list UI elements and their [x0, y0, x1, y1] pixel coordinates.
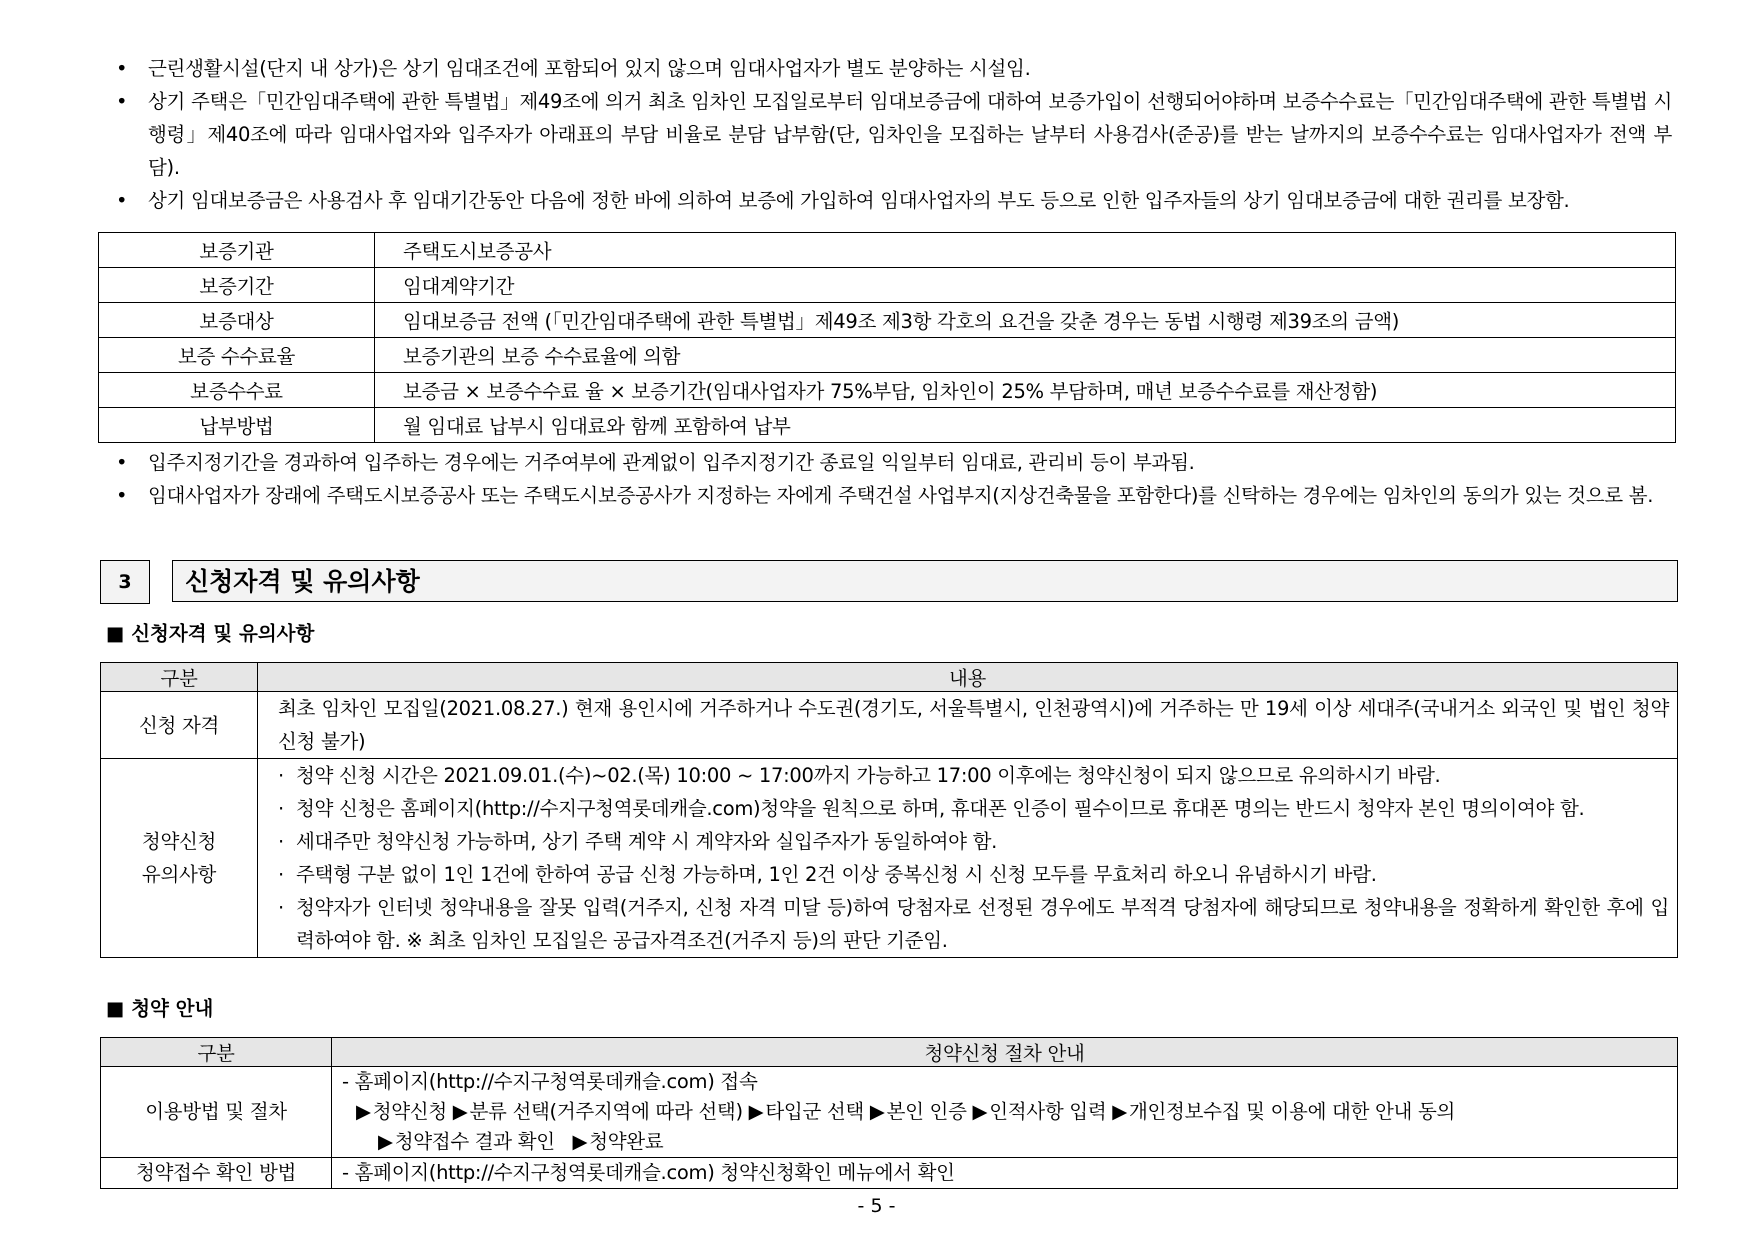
confirm-label: 청약접수 확인 방법: [101, 1158, 332, 1189]
table-row: [99, 303, 1676, 338]
note-item: · 주택형 구분 없이 1인 1건에 한하여 공급 신청 가능하며, 1인 2건 이상 중복신청 시 신청 모두를 무효처리 하오니 유념하시기 바람.: [278, 858, 1669, 891]
guarantee-table: [98, 232, 1676, 443]
guarantee-value: 주택도시보증공사: [375, 233, 1676, 268]
notes-list: [258, 759, 1678, 958]
guarantee-value: 월 임대료 납부시 임대료와 함께 포함하여 납부: [375, 408, 1676, 443]
column-header: 구분: [101, 663, 258, 692]
triangle-right-icon: ▶: [748, 1100, 764, 1123]
table-row: [101, 692, 1678, 759]
guide-table: [100, 1037, 1678, 1189]
note-item: · 청약자가 인터넷 청약내용을 잘못 입력(거주지, 신청 자격 미달 등)하여 당첨자로 선정된 경우에도 부적격 당첨자에 해당되므로 청약내용을 정확하게 확인한 후에 입력하여야 함. ※ 최초 임차인 모집일은 공급자격조건(거주지 등)의 판단 기준임.: [278, 891, 1669, 957]
guarantee-key: 납부방법: [99, 408, 375, 443]
guarantee-value: 보증금 × 보증수수료 율 × 보증기간(임대사업자가 75%부담, 임차인이 25% 부담하며, 매년 보증수수료를 재산정함): [375, 373, 1676, 408]
step-label: 개인정보수집 및 이용에 대한 안내 동의: [1128, 1100, 1456, 1123]
step-label: 분류 선택(거주지역에 따라 선택): [469, 1100, 743, 1123]
triangle-right-icon: ▶: [572, 1130, 588, 1153]
guarantee-value: 보증기관의 보증 수수료율에 의함: [375, 338, 1676, 373]
guarantee-value: 임대보증금 전액 (「민간임대주택에 관한 특별법」제49조 제3항 각호의 요건을 갖춘 경우는 동법 시행령 제39조의 금액): [375, 303, 1676, 338]
step-label: 청약접수 결과 확인: [394, 1130, 555, 1153]
bullet-item: • 상기 주택은「민간임대주택에 관한 특별법」제49조에 의거 최초 임차인 모집일로부터 임대보증금에 대하여 보증가입이 선행되어야하며 보증수수료는「민간임대주택에 관한 특별법 시행령」제40조에 따라 임대사업자와 입주자가 아래표의 부담 비율로 분담 납부함(단, 임차인을 모집하는 날부터 사용검사(준공)를 받는 날까지의 보증수수료는 임대사업자가 전액 부담).: [112, 85, 1672, 184]
triangle-right-icon: ▶: [378, 1130, 393, 1153]
step-label: 본인 인증: [886, 1100, 967, 1123]
eligibility-label: 신청 자격: [101, 692, 258, 759]
triangle-right-icon: ▶: [1112, 1100, 1127, 1123]
table-header-row: [101, 663, 1678, 692]
column-header: 청약신청 절차 안내: [332, 1038, 1678, 1067]
table-row: [99, 373, 1676, 408]
guarantee-key: 보증대상: [99, 303, 375, 338]
table-row: [101, 1158, 1678, 1189]
section-title: 신청자격 및 유의사항: [172, 560, 1678, 602]
bullet-item: • 입주지정기간을 경과하여 입주하는 경우에는 거주여부에 관계없이 입주지정기간 종료일 익일부터 임대료, 관리비 등이 부과됨.: [112, 446, 1672, 479]
bullet-item: • 임대사업자가 장래에 주택도시보증공사 또는 주택도시보증공사가 지정하는 자에게 주택건설 사업부지(지상건축물을 포함한다)를 신탁하는 경우에는 임차인의 동의가 있는 것으로 봄.: [112, 479, 1672, 512]
notes-label: [101, 759, 258, 958]
column-header: 구분: [101, 1038, 332, 1067]
method-label: 이용방법 및 절차: [101, 1067, 332, 1158]
qualification-table: [100, 662, 1678, 958]
bullet-item: • 근린생활시설(단지 내 상가)은 상기 임대조건에 포함되어 있지 않으며 임대사업자가 별도 분양하는 시설임.: [112, 52, 1672, 85]
step-label: 인적사항 입력: [989, 1100, 1107, 1123]
method-line: - 홈페이지(http://수지구청역롯데캐슬.com) 접속: [342, 1070, 758, 1093]
method-content: [332, 1067, 1678, 1158]
table-row: [101, 759, 1678, 958]
table-row: [99, 268, 1676, 303]
note-item: · 청약 신청은 홈페이지(http://수지구청역롯데캐슬.com)청약을 원칙으로 하며, 휴대폰 인증이 필수이므로 휴대폰 명의는 반드시 청약자 본인 명의이여야 함.: [278, 792, 1669, 825]
note-item: · 세대주만 청약신청 가능하며, 상기 주택 계약 시 계약자와 실입주자가 동일하여야 함.: [278, 825, 1669, 858]
notes-label-line: 유의사항: [141, 863, 217, 886]
steps-row: [342, 1097, 1667, 1127]
guide-heading: ■ 청약 안내: [106, 997, 214, 1020]
guarantee-key: 보증수수료: [99, 373, 375, 408]
qualification-heading: ■ 신청자격 및 유의사항: [106, 622, 315, 645]
guarantee-key: 보증기관: [99, 233, 375, 268]
table-header-row: [101, 1038, 1678, 1067]
page-number: - 5 -: [857, 1195, 896, 1217]
note-item: · 청약 신청 시간은 2021.09.01.(수)~02.(목) 10:00 ~ 17:00까지 가능하고 17:00 이후에는 청약신청이 되지 않으므로 유의하시기 바람.: [278, 759, 1669, 792]
triangle-right-icon: ▶: [452, 1100, 468, 1123]
steps-row: [342, 1127, 1667, 1157]
triangle-right-icon: ▶: [356, 1100, 371, 1123]
bullet-item: • 상기 임대보증금은 사용검사 후 임대기간동안 다음에 정한 바에 의하여 보증에 가입하여 임대사업자의 부도 등으로 인한 입주자들의 상기 임대보증금에 대한 권리를 보장함.: [112, 184, 1672, 217]
mid-bullet-list: [112, 446, 1672, 512]
triangle-right-icon: ▶: [972, 1100, 988, 1123]
guarantee-key: 보증 수수료율: [99, 338, 375, 373]
section-number: 3: [100, 560, 150, 604]
table-row: [99, 338, 1676, 373]
guarantee-key: 보증기간: [99, 268, 375, 303]
triangle-right-icon: ▶: [869, 1100, 885, 1123]
top-bullet-list: [112, 52, 1672, 217]
column-header: 내용: [258, 663, 1678, 692]
notes-label-line: 청약신청: [141, 830, 217, 853]
step-label: 청약신청: [372, 1100, 447, 1123]
confirm-text: - 홈페이지(http://수지구청역롯데캐슬.com) 청약신청확인 메뉴에서 확인: [332, 1158, 1678, 1189]
eligibility-text: 최초 임차인 모집일(2021.08.27.) 현재 용인시에 거주하거나 수도권(경기도, 서울특별시, 인천광역시)에 거주하는 만 19세 이상 세대주(국내거소 외국인 및 법인 청약신청 불가): [258, 692, 1678, 759]
table-row: [99, 408, 1676, 443]
table-row: [99, 233, 1676, 268]
table-row: [101, 1067, 1678, 1158]
guarantee-value: 임대계약기간: [375, 268, 1676, 303]
step-label: 타입군 선택: [765, 1100, 864, 1123]
step-label: 청약완료: [589, 1130, 664, 1153]
